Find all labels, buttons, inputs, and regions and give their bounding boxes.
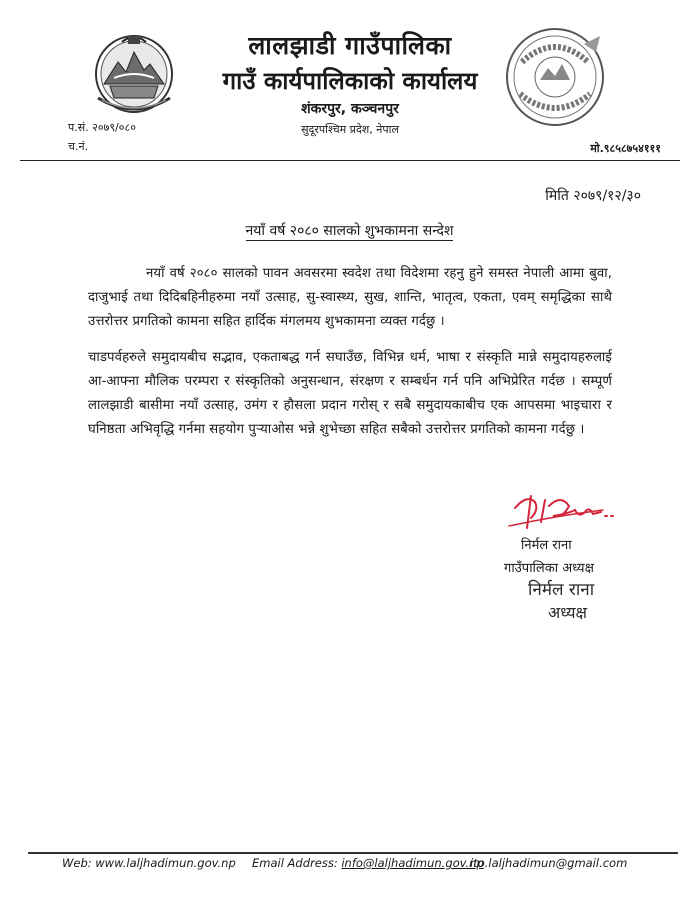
letter-date: मिति २०७९/१२/३० <box>545 188 641 204</box>
footer-secondary-email: ito.laljhadimun@gmail.com <box>470 856 628 870</box>
stamped-signatory-title: अध्यक्ष <box>548 603 587 622</box>
nepal-emblem-icon <box>88 28 180 118</box>
letter-subject <box>0 221 699 240</box>
footer-email-link[interactable]: info@laljhadimun.gov.np <box>341 856 484 870</box>
footer-divider <box>28 852 678 854</box>
office-address: शंकरपुर, कञ्चनपुर <box>301 101 399 117</box>
municipality-name: लालझाडी गाउँपालिका <box>248 31 452 60</box>
dispatch-number: च.नं. <box>68 140 89 153</box>
office-name: गाउँ कार्यपालिकाको कार्यालय <box>222 67 478 95</box>
message-paragraph-2: चाडपर्वहरुले समुदायबीच सद्भाव, एकताबद्ध गर्न सघाउँछ, विभिन्न धर्म, भाषा र संस्कृति मान्ने समुदायहरुलाई आ-आफ्ना मौलिक परम्परा र संस्कृतिको अनुसन्धान, संरक्षण र सम्बर्धन गर्न पनि अभिप्रेरित गर्दछ । सम्पूर्ण लालझाडी बासीमा नयाँ उत्साह, उमंग र हौसला प्रदान गरोस् र सबै समुदायकाबीच एक आपसमा भाइचारा र घनिष्ठता अभिवृद्धि गर्नमा सहयोग पुऱ्याओस भन्ने शुभेच्छा सहित सबैको उत्तरोत्तर प्रगतिको कामना गर्दछु । <box>88 350 612 437</box>
message-paragraph-1: नयाँ वर्ष २०८० सालको पावन अवसरमा स्वदेश तथा विदेशमा रहनु हुने समस्त नेपाली आमा बुवा, दाजुभाई तथा दिदिबहिनीहरुमा नयाँ उत्साह, सु-स्वास्थ्य, सुख, शान्ति, भातृत्व, एकता, एवम् समृद्धिका साथै उत्तरोत्तर प्रगतिको कामना सहित हार्दिक मंगलमय शुभकामना व्यक्त गर्दछु । <box>88 266 612 329</box>
signatory-title: गाउँपालिका अध्यक्ष <box>504 561 594 576</box>
stamped-signatory-name: निर्मल राना <box>528 580 595 600</box>
municipality-seal-icon <box>500 22 610 132</box>
footer-website: Web: www.laljhadimun.gov.np <box>62 856 236 870</box>
footer-email <box>252 856 484 870</box>
handwritten-signature <box>505 488 625 536</box>
header-divider <box>20 160 680 161</box>
letter-subject-text: नयाँ वर्ष २०८० सालको शुभकामना सन्देश <box>245 223 454 239</box>
footer-email-label: Email Address: <box>252 856 338 870</box>
signatory-name: निर्मल राना <box>521 538 572 553</box>
phone-number: मो.९८५८७५४१११ <box>590 142 661 155</box>
reference-number: प.सं. २०७९/०८० <box>68 121 136 134</box>
office-province: सुदूरपश्चिम प्रदेश, नेपाल <box>301 123 399 136</box>
